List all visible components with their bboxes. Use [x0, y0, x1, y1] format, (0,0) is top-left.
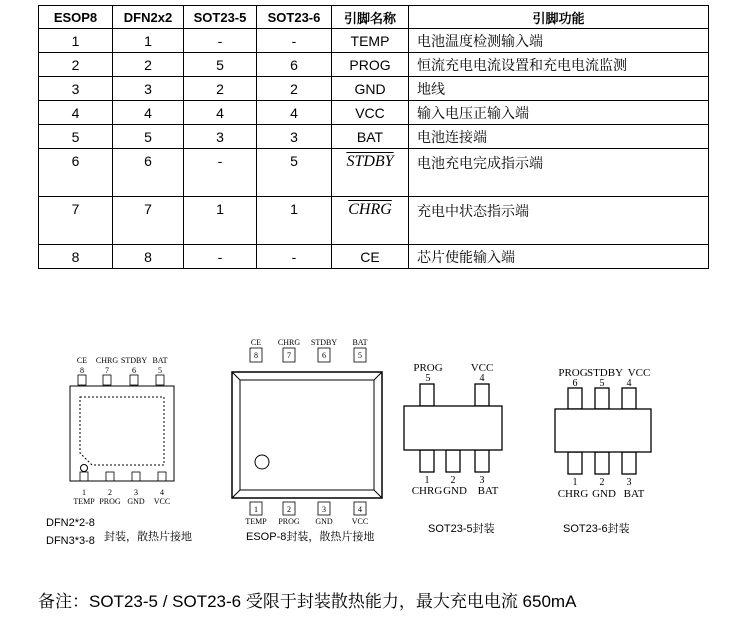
dfn-top-pads: [78, 375, 164, 385]
cell-sot6: 2: [257, 77, 332, 101]
cell-dfn: 3: [113, 77, 184, 101]
dfn-bottom-num: 3: [134, 488, 138, 497]
sot6-top-label: PROG: [558, 367, 588, 379]
sot5-top-num: 5: [425, 373, 431, 384]
esop-top-label: CHRG: [277, 338, 301, 347]
esop-bottom-num: 4: [358, 505, 362, 514]
cell-function: 电池充电完成指示端: [409, 149, 709, 197]
header-sot23-6: SOT23-6: [257, 6, 332, 29]
cell-function: 地线: [409, 77, 709, 101]
esop-top-label: STDBY: [310, 338, 338, 347]
cell-function: 输入电压正输入端: [409, 101, 709, 125]
dfn-caption-side: 封装，散热片接地: [104, 531, 192, 543]
cell-esop8: 4: [39, 101, 113, 125]
cell-esop8: 1: [39, 29, 113, 53]
esop-top-num: 5: [358, 351, 362, 360]
header-esop8: ESOP8: [39, 6, 113, 29]
dfn-bottom-label: VCC: [153, 497, 171, 506]
dfn-bottom-pads: [80, 472, 166, 481]
pin-table: [38, 5, 709, 269]
cell-pin-name: CE: [332, 245, 409, 269]
sot6-top-num: 4: [626, 378, 632, 389]
cell-function: 芯片使能输入端: [409, 245, 709, 269]
cell-sot5: 1: [184, 197, 257, 245]
dfn-caption-line2: DFN3*3-8: [46, 535, 95, 547]
table-row: [39, 77, 709, 101]
cell-sot6: 6: [257, 53, 332, 77]
esop-body: [232, 372, 382, 498]
cell-esop8: 8: [39, 245, 113, 269]
pin-name-chrg: CHRG: [348, 201, 392, 218]
sot6-top-num: 5: [599, 378, 605, 389]
cell-pin-name: VCC: [332, 101, 409, 125]
esop-bottom-label: TEMP: [245, 517, 267, 526]
table-row: [39, 101, 709, 125]
esop-bottom-label: VCC: [351, 517, 369, 526]
cell-sot5: 5: [184, 53, 257, 77]
cell-sot5: 2: [184, 77, 257, 101]
sot5-bottom-num: 1: [424, 475, 430, 486]
cell-esop8: 7: [39, 197, 113, 245]
cell-dfn: 4: [113, 101, 184, 125]
esop-bottom-num: 1: [254, 505, 258, 514]
dfn-body: [70, 386, 174, 481]
header-pin-name: 引脚名称: [332, 6, 409, 29]
cell-pin-name: [332, 197, 409, 245]
esop-caption: ESOP-8封装，散热片接地: [246, 531, 375, 543]
dfn-thermal-pad: [80, 397, 164, 465]
dfn-bottom-label: TEMP: [73, 497, 95, 506]
dfn-bottom-num: 1: [82, 488, 86, 497]
esop-top-label: BAT: [352, 338, 368, 347]
cell-dfn: 1: [113, 29, 184, 53]
sot6-caption: SOT23-6封装: [563, 523, 630, 535]
cell-dfn: 2: [113, 53, 184, 77]
sot23-6-package-diagram: [555, 367, 651, 500]
table-row: [39, 149, 709, 197]
sot6-top-num: 6: [572, 378, 578, 389]
dfn-package-diagram: [70, 356, 174, 506]
sot5-bottom-label: GND: [443, 485, 467, 497]
esop-top-label: CE: [250, 338, 262, 347]
sot5-bottom-num: 2: [450, 475, 456, 486]
package-diagrams: [0, 325, 745, 560]
header-sot23-5: SOT23-5: [184, 6, 257, 29]
esop-top-num: 6: [322, 351, 326, 360]
dfn-top-num: 6: [132, 366, 136, 375]
sot23-5-package-diagram: [404, 362, 502, 497]
sot5-bottom-num: 3: [479, 475, 485, 486]
esop-bottom-leads: [250, 502, 366, 515]
cell-pin-name: TEMP: [332, 29, 409, 53]
esop-bevel: [232, 372, 382, 498]
cell-dfn: 8: [113, 245, 184, 269]
sot6-bottom-num: 2: [599, 477, 605, 488]
table-header-row: [39, 6, 709, 29]
cell-sot5: -: [184, 29, 257, 53]
sot5-top-num: 4: [479, 373, 485, 384]
dfn-top-num: 8: [80, 366, 84, 375]
cell-esop8: 3: [39, 77, 113, 101]
footnote: 备注：SOT23-5 / SOT23-6 受限于封装散热能力，最大充电电流 650mA: [38, 592, 577, 611]
header-dfn2x2: DFN2x2: [113, 6, 184, 29]
sot5-top-label: PROG: [413, 362, 443, 374]
sot6-top-label: STDBY: [586, 367, 624, 379]
cell-sot6: 4: [257, 101, 332, 125]
table-row: [39, 197, 709, 245]
cell-dfn: 6: [113, 149, 184, 197]
cell-dfn: 7: [113, 197, 184, 245]
dfn-top-num: 5: [158, 366, 162, 375]
sot6-bottom-label: CHRG: [557, 488, 589, 500]
sot6-top-label: VCC: [627, 367, 651, 379]
esop-top-num: 8: [254, 351, 258, 360]
cell-function: 电池连接端: [409, 125, 709, 149]
cell-sot6: -: [257, 245, 332, 269]
sot5-bottom-label: CHRG: [411, 485, 443, 497]
esop-top-leads: [250, 348, 366, 362]
cell-sot6: 3: [257, 125, 332, 149]
cell-sot6: 1: [257, 197, 332, 245]
cell-sot5: 3: [184, 125, 257, 149]
dfn-bottom-label: GND: [127, 497, 145, 506]
esop-bottom-num: 3: [322, 505, 326, 514]
sot6-bottom-label: BAT: [623, 488, 645, 500]
dfn-top-num: 7: [105, 366, 109, 375]
header-pin-function: 引脚功能: [409, 6, 709, 29]
table-row: [39, 53, 709, 77]
esop-top-num: 7: [287, 351, 291, 360]
cell-sot6: 5: [257, 149, 332, 197]
cell-esop8: 5: [39, 125, 113, 149]
cell-esop8: 2: [39, 53, 113, 77]
table-row: [39, 29, 709, 53]
dfn-caption-line1: DFN2*2-8: [46, 517, 95, 529]
dfn-top-label: STDBY: [120, 356, 148, 365]
cell-esop8: 6: [39, 149, 113, 197]
sot6-bottom-num: 1: [572, 477, 578, 488]
sot5-caption: SOT23-5封装: [428, 523, 495, 535]
dfn-top-label: BAT: [152, 356, 168, 365]
esop-bottom-label: PROG: [278, 517, 300, 526]
table-row: [39, 125, 709, 149]
dfn-bottom-num: 2: [108, 488, 112, 497]
cell-function: 充电中状态指示端: [409, 197, 709, 245]
cell-sot5: -: [184, 149, 257, 197]
cell-function: 电池温度检测输入端: [409, 29, 709, 53]
table-row: [39, 245, 709, 269]
esop-bottom-label: GND: [315, 517, 333, 526]
sot5-body: [404, 406, 502, 450]
cell-sot5: 4: [184, 101, 257, 125]
sot5-top-label: VCC: [470, 362, 494, 374]
dfn-bottom-label: PROG: [99, 497, 121, 506]
esop-bottom-num: 2: [287, 505, 291, 514]
cell-sot5: -: [184, 245, 257, 269]
dfn-bottom-num: 4: [160, 488, 164, 497]
sot5-bottom-label: BAT: [477, 485, 499, 497]
dfn-top-label: CHRG: [95, 356, 119, 365]
sot6-bottom-label: GND: [592, 488, 616, 500]
cell-pin-name: [332, 149, 409, 197]
cell-pin-name: GND: [332, 77, 409, 101]
cell-pin-name: BAT: [332, 125, 409, 149]
sot6-body: [555, 409, 651, 452]
pin1-marker: [81, 465, 88, 472]
pin-name-stdby: STDBY: [346, 153, 394, 170]
sot6-bottom-num: 3: [626, 477, 632, 488]
cell-dfn: 5: [113, 125, 184, 149]
esop8-package-diagram: [232, 338, 382, 526]
dfn-top-label: CE: [76, 356, 88, 365]
cell-pin-name: PROG: [332, 53, 409, 77]
pin1-marker: [255, 455, 269, 469]
cell-sot6: -: [257, 29, 332, 53]
cell-function: 恒流充电电流设置和充电电流监测: [409, 53, 709, 77]
